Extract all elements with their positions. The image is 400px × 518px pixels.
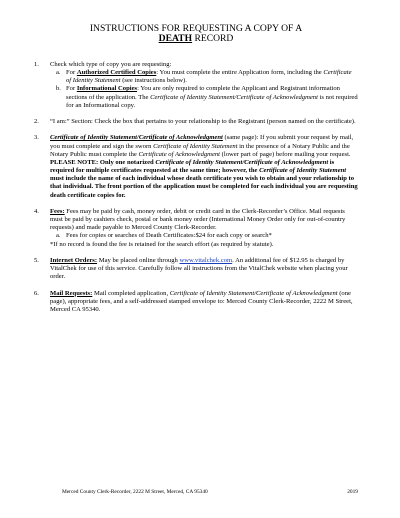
sub-list [50, 232, 358, 240]
internet-orders-label: Internet Orders: [50, 256, 98, 264]
item-text-2: . An additional fee of $12.95 is charged by VitalChek for use of this service. Carefully follow all instructions from the VitalChek website when placing your order. [50, 256, 348, 281]
item-text-2: (one page), appropriate fees, and a self-addressed stamped envelope to: Merced County Clerk-Recorder, 2222 M Street, Merced CA 95340. [50, 289, 353, 313]
footer-year: 2019 [347, 489, 358, 495]
sub-item-text: : You must complete the entire Application form, including the [156, 69, 324, 77]
sub-item-number: a. [56, 232, 61, 240]
page-footer [62, 489, 358, 496]
note-italic-2: Certificate of Identity Statement [259, 167, 347, 175]
item-italic: Certificate of Identity Statement/Certificate of Acknowledgment [169, 289, 338, 297]
fees-label: Fees: [50, 207, 65, 215]
informational-copies-label: Informational Copies [76, 85, 138, 93]
sub-item-pre: For [66, 69, 77, 77]
instruction-item-2 [34, 118, 358, 126]
sub-item-number: a. [56, 69, 61, 77]
title-record-type: DEATH [158, 33, 193, 44]
title-line-2 [34, 34, 358, 44]
sub-item-italic: Certificate of Identity Statement [66, 69, 352, 85]
item-number: 6. [34, 289, 39, 297]
item-text-2: in the presence of a Notary Public and the Notary Public must complete the [50, 142, 350, 158]
item-italic-1: Certificate of Identity Statement [153, 142, 238, 150]
title-line-1: INSTRUCTIONS FOR REQUESTING A COPY OF A [89, 23, 303, 34]
sub-item-number: b. [56, 85, 61, 93]
item-number: 2. [34, 118, 39, 126]
mail-requests-label: Mail Requests: [50, 289, 93, 297]
item-number: 1. [34, 61, 39, 68]
sub-item-b [50, 85, 358, 109]
authorized-copies-label: Authorized Certified Copies [76, 69, 157, 77]
certificate-identity-label: Certificate of Identity Statement/Certificate of Acknowledgment [50, 134, 223, 142]
instruction-item-4 [34, 208, 358, 249]
title-line-2-rest: RECORD [192, 33, 234, 44]
instruction-item-6 [34, 290, 358, 314]
sub-item-pre: For [66, 85, 77, 93]
instruction-item-5 [34, 257, 358, 281]
item-text-1: May be placed online through [97, 256, 180, 264]
item-text: Check which type of copy you are requesting: [50, 61, 172, 68]
sub-item-post: (see instructions below). [120, 77, 187, 85]
item-number: 5. [34, 256, 39, 264]
item-text-1: (same page): If you submit your request by mail, you must complete and sign the sworn [50, 134, 354, 150]
fee-footnote: *If no record is found the fee is retained for the search effort (as required by statute). [50, 240, 274, 248]
item-text-1: Mail completed application, [92, 289, 170, 297]
note-italic-1: Certificate of Identity Statement/Certificate of Acknowledgment [155, 158, 329, 166]
please-note-label: PLEASE NOTE: Only one notarized [50, 158, 156, 166]
sub-list [50, 69, 358, 110]
item-number: 4. [34, 207, 39, 215]
instruction-list [34, 61, 358, 314]
footer-address: Merced County Clerk-Recorder, 2222 M Street, Merced, CA 95340 [62, 489, 208, 495]
fee-amount-text: Fees for copies or searches of Death Certificates:$24 for each copy or search* [66, 232, 272, 240]
item-text-3: (lower part of page) before mailing your request. [220, 150, 351, 158]
sub-item-a [50, 69, 358, 85]
vitalchek-link[interactable]: www.vitalchek.com [179, 256, 233, 264]
sub-item-text: : You are only required to complete the Applicant and Registrant information sections of the application. The [66, 85, 340, 101]
sub-item-a [50, 232, 358, 240]
item-italic-2: Certificate of Acknowledgment [138, 150, 221, 158]
document-title [34, 24, 358, 44]
item-number: 3. [34, 134, 39, 142]
note-text-1: is required for multiple certificates requested at the same time; however, the [50, 158, 335, 175]
item-text: Fees may be paid by cash, money order, debit or credit card in the Clerk-Recorder’s Office. Mail requests must be paid by cashiers check, postal or bank money order (International Money Order only for out-of-country requests) and made payable to Merced County Clerk-Recorder. [50, 207, 346, 232]
sub-item-post: is not required for an Informational copy. [66, 93, 358, 109]
instruction-item-3 [34, 134, 358, 199]
note-text-2: must include the name of each individual whose death certificate you wish to obtain and your relationship to that individual. The front portion of the application must be completed for each individual you are requesting death certificate copies for. [50, 175, 358, 199]
sub-item-italic: Certificate of Identity Statement/Certificate of Acknowledgment [150, 93, 318, 101]
item-text: “I am:” Section: Check the box that pertains to your relationship to the Registrant (person named on the certificate). [50, 118, 356, 126]
instruction-item-1 [34, 61, 358, 110]
